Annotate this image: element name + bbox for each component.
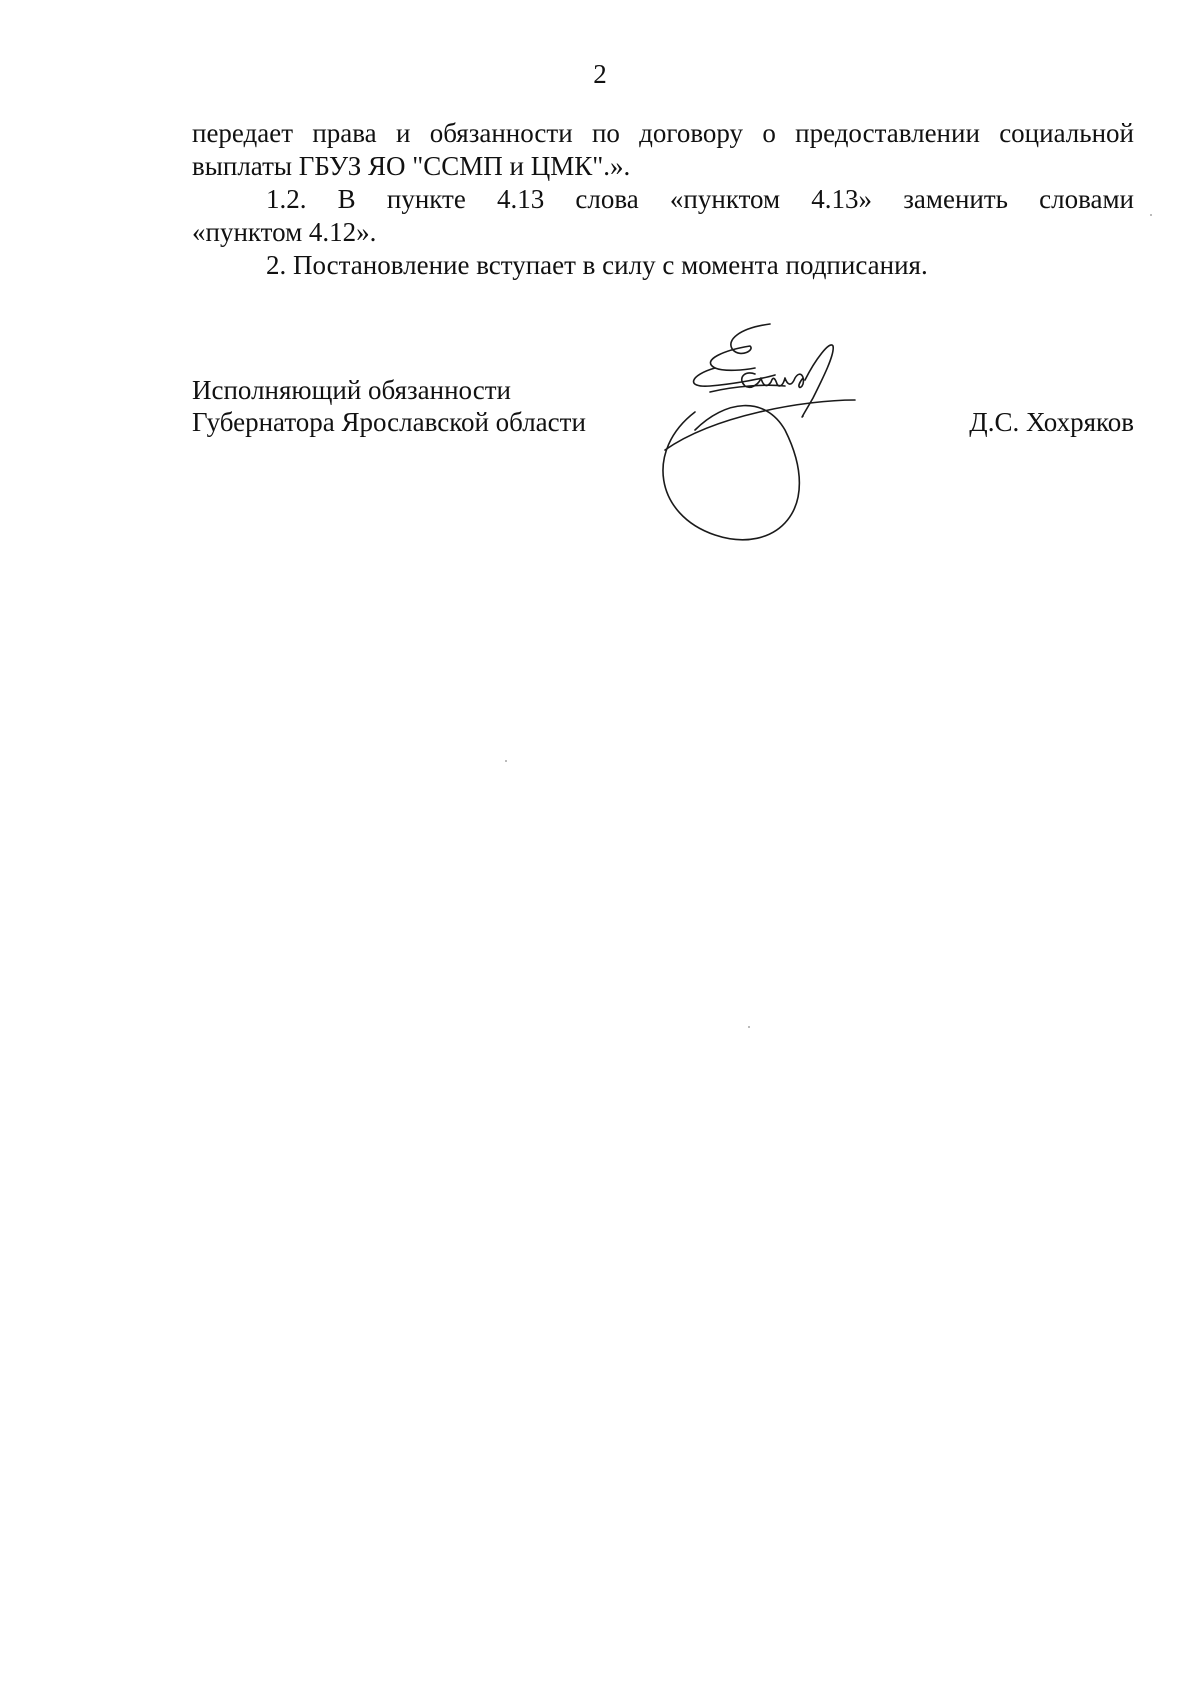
scan-speck [1150,214,1152,216]
signatory-title [192,374,586,438]
paragraph-1-2-line2: «пунктом 4.12». [192,217,377,247]
paragraph-continuation: передает права и обязанности по договору о предоставлении социальной выплаты ГБУЗ ЯО "ССМП и ЦМК".». [192,118,1134,181]
page-number: 2 [593,59,607,89]
paragraph-2: 2. Постановление вступает в силу с момента подписания. [266,250,928,280]
signatory-name: Д.С. Хохряков [969,407,1134,437]
signatory-title-line2: Губернатора Ярославской области [192,407,586,437]
signatory-title-line1: Исполняющий обязанности [192,375,511,405]
document-body [192,117,1134,282]
scan-speck [505,760,507,762]
handwritten-signature [655,320,915,560]
scan-speck [748,1026,750,1028]
paragraph-1-2-line1: 1.2. В пункте 4.13 слова «пунктом 4.13» заменить словами [266,184,1134,214]
